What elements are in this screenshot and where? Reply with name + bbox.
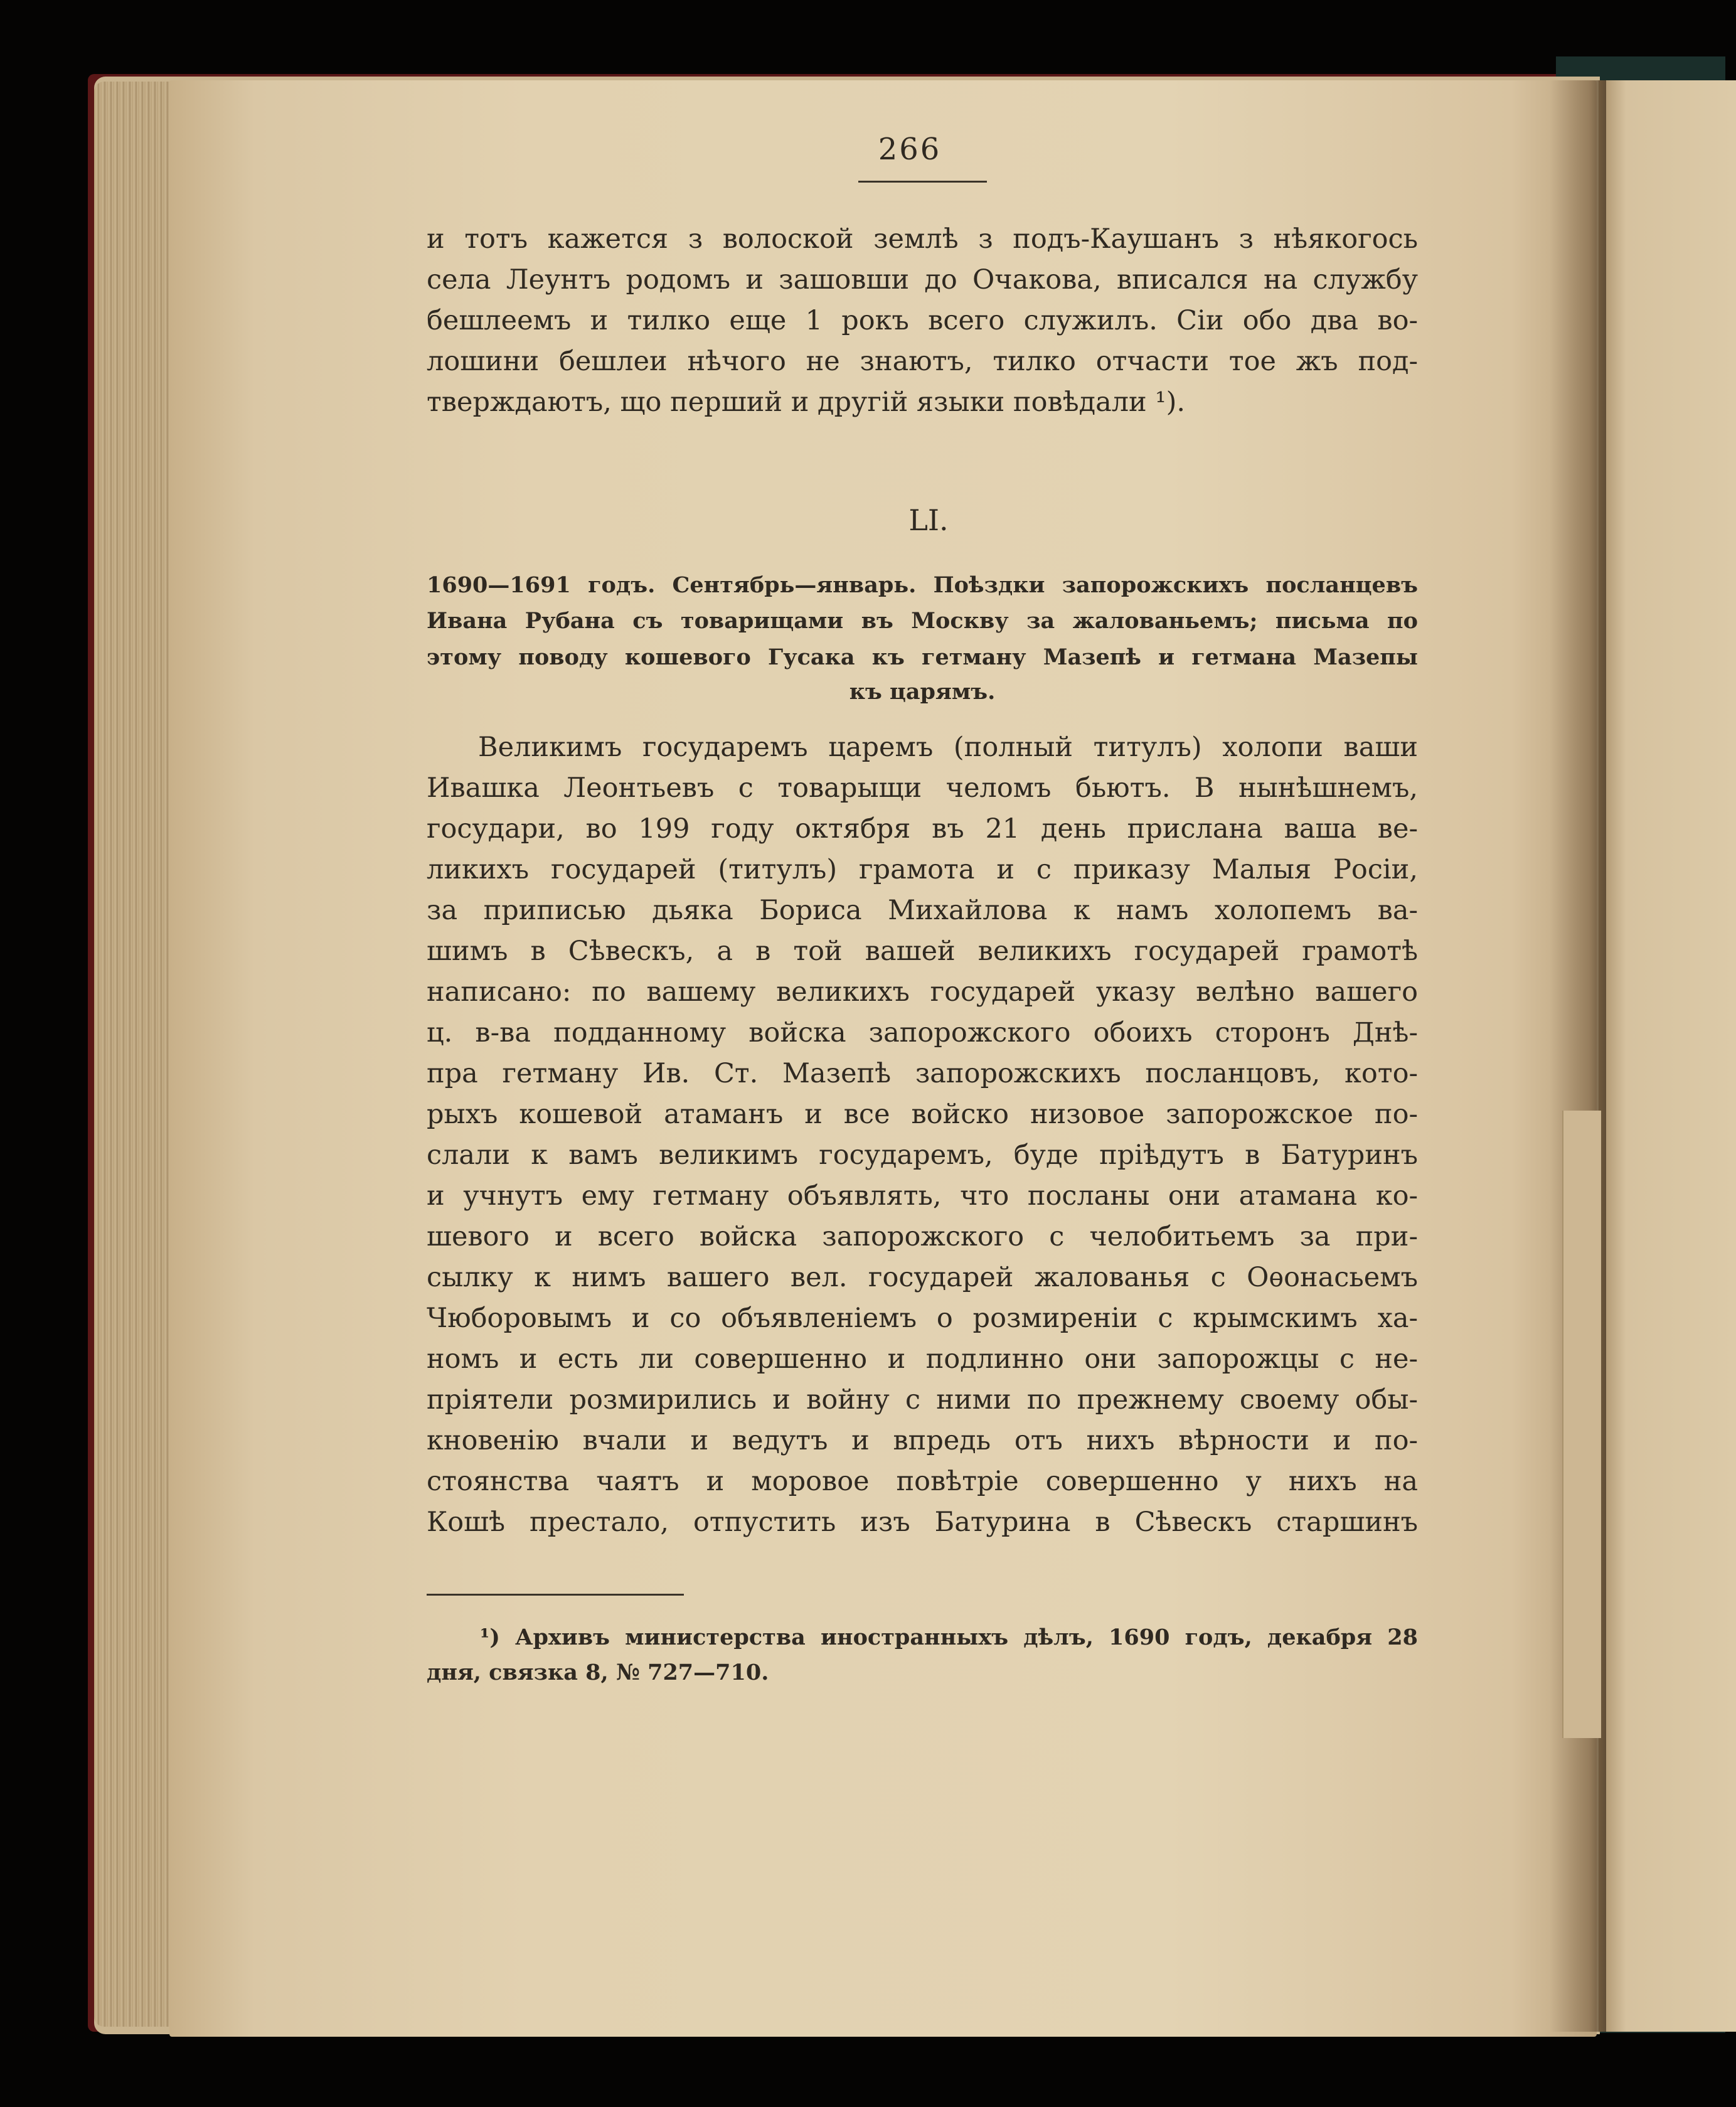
body-line: шевого и всего войска запорожского с челобитьемъ за при- bbox=[427, 1221, 1418, 1252]
body-line: написано: по вашему великихъ государей указу велѣно вашего bbox=[427, 976, 1418, 1008]
body-line: ликихъ государей (титулъ) грамота и с приказу Малыя Росіи, bbox=[427, 854, 1418, 885]
footnote-rule bbox=[427, 1594, 684, 1596]
body-line: государи, во 199 году октября въ 21 день прислана ваша ве- bbox=[427, 813, 1418, 845]
body-line: сылку к нимъ вашего вел. государей жалованья с Оѳонасьемъ bbox=[427, 1262, 1418, 1293]
body-line: стоянства чаятъ и моровое повѣтріе совершенно у нихъ на bbox=[427, 1466, 1418, 1497]
footnote-line: ¹) Архивъ министерства иностранныхъ дѣлъ, 1690 годъ, декабря 28 bbox=[480, 1624, 1418, 1650]
body-line: Кошѣ престало, отпустить изъ Батурина в Сѣвескъ старшинъ bbox=[427, 1507, 1418, 1538]
body-line: и учнутъ ему гетману объявлять, что посланы они атамана ко- bbox=[427, 1180, 1418, 1212]
opening-line: села Леунтъ родомъ и зашовши до Очакова, вписался на службу bbox=[427, 264, 1418, 296]
summary-line: этому поводу кошевого Гусака къ гетману Мазепѣ и гетмана Мазепы bbox=[427, 644, 1418, 670]
body-line: рыхъ кошевой атаманъ и все войско низовое запорожское по- bbox=[427, 1099, 1418, 1130]
opening-line: тверждаютъ, що перший и другій языки повѣдали ¹). bbox=[427, 387, 1186, 418]
page-number-rule bbox=[858, 181, 987, 183]
body-line: ц. в-ва подданному войска запорожского обоихъ сторонъ Днѣ- bbox=[427, 1017, 1418, 1048]
body-line: номъ и есть ли совершенно и подлинно они запорожцы с не- bbox=[427, 1343, 1418, 1375]
next-page-edge bbox=[1599, 80, 1736, 2032]
summary-line: Ивана Рубана съ товарищами въ Москву за жалованьемъ; письма по bbox=[427, 608, 1418, 634]
body-line: Чюборовымъ и со объявленіемъ о розмиреніи с крымскимъ ха- bbox=[427, 1303, 1418, 1334]
body-line: шимъ в Сѣвескъ, а в той вашей великихъ государей грамотѣ bbox=[427, 936, 1418, 967]
body-line: кновенію вчали и ведутъ и впредь отъ нихъ вѣрности и по- bbox=[427, 1425, 1418, 1456]
section-heading: LI. bbox=[908, 503, 949, 537]
body-line: за приписью дьяка Бориса Михайлова к намъ холопемъ ва- bbox=[427, 895, 1418, 926]
body-line: Великимъ государемъ царемъ (полный титулъ) холопи ваши bbox=[478, 732, 1418, 763]
opening-line: бешлеемъ и тилко еще 1 рокъ всего служилъ. Сіи обо два во- bbox=[427, 305, 1418, 336]
page-number: 266 bbox=[878, 132, 942, 167]
page-fold bbox=[1562, 1111, 1601, 1738]
gutter-shadow bbox=[1550, 80, 1606, 2032]
summary-line: 1690—1691 годъ. Сентябрь—январь. Поѣздки запорожскихъ посланцевъ bbox=[427, 572, 1418, 598]
page-edges bbox=[94, 82, 176, 2027]
body-line: Ивашка Леонтьевъ с товарыщи челомъ бьютъ. В нынѣшнемъ, bbox=[427, 772, 1418, 804]
body-line: слали к вамъ великимъ государемъ, буде пріѣдутъ в Батуринъ bbox=[427, 1139, 1418, 1171]
opening-line: и тотъ кажется з волоской землѣ з подъ-Каушанъ з нѣякогось bbox=[427, 223, 1418, 255]
footnote-line: дня, связка 8, № 727—710. bbox=[427, 1660, 769, 1685]
summary-line: къ царямъ. bbox=[849, 679, 996, 705]
opening-line: лошини бешлеи нѣчого не знаютъ, тилко отчасти тое жъ под- bbox=[427, 346, 1418, 377]
body-line: пріятели розмирились и войну с ними по прежнему своему обы- bbox=[427, 1384, 1418, 1416]
body-line: пра гетману Ив. Ст. Мазепѣ запорожскихъ посланцовъ, кото- bbox=[427, 1058, 1418, 1089]
